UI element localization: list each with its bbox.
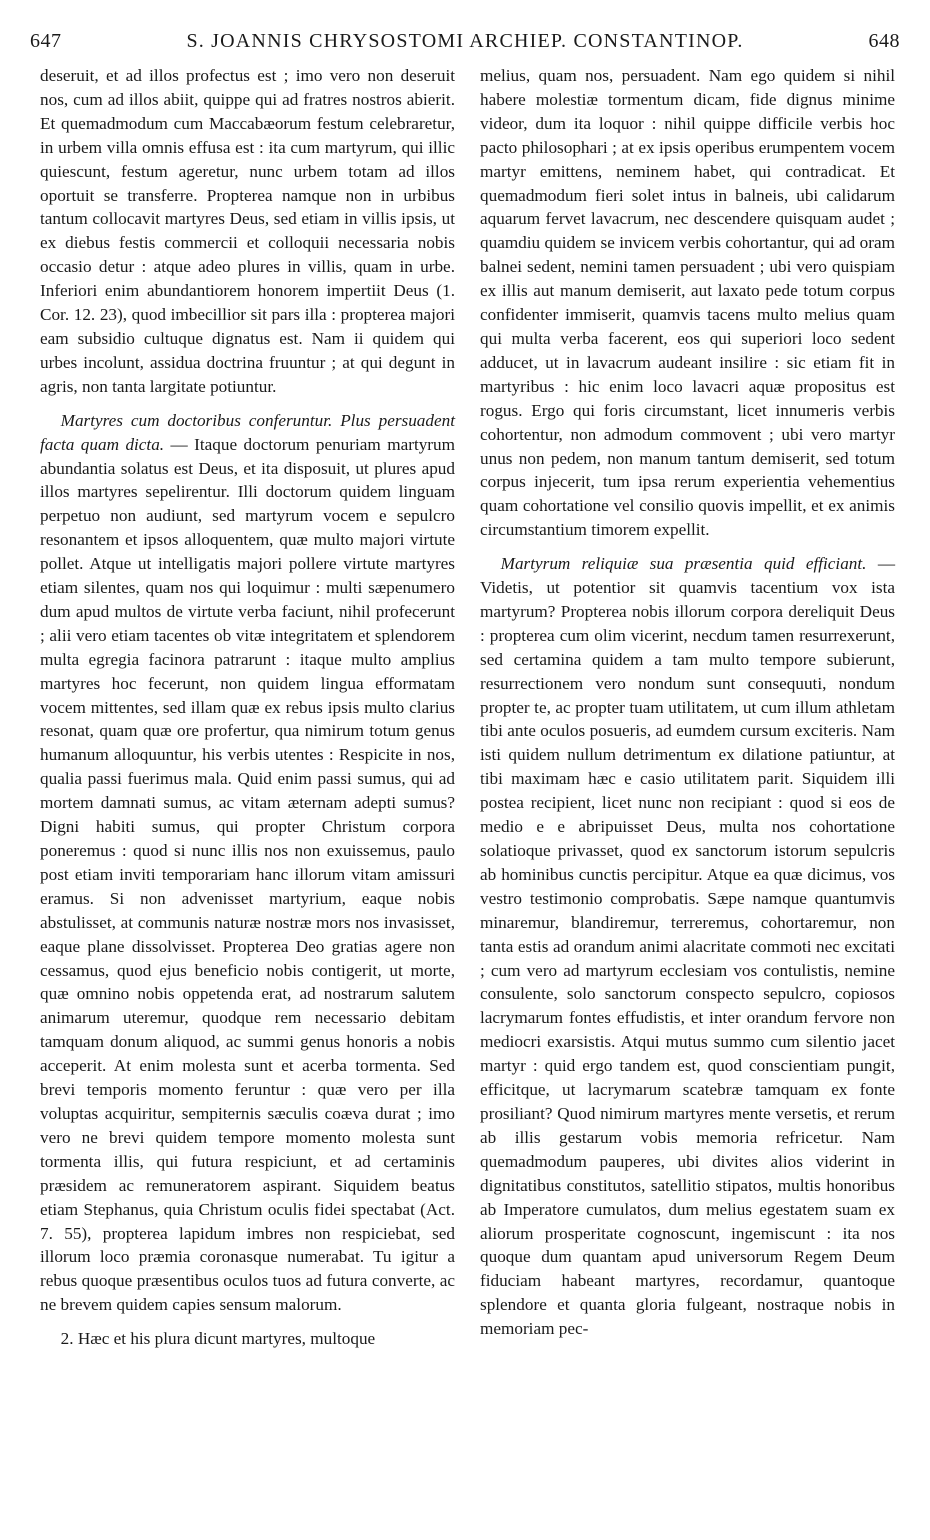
page-header bbox=[30, 30, 900, 60]
page-number-left: 647 bbox=[30, 30, 62, 52]
left-paragraph-2 bbox=[40, 409, 455, 1317]
left-paragraph-2-text: — Itaque doctorum penuriam martyrum abundantia solatus est Deus, et ita disposuit, ut plures apud illos martyres sepelirentur. Illi doctorum quidem linguam perpetuo non audiunt, sed martyrum vocem e sepulcro resonantem et ipsos alloquentem, quæ multo majori virtute pollet. Atque ut intelligatis majori pollere virtute martyres etiam silentes, quam nos qui loquimur : multi sæpenumero dum apud multos de virtute verba faciunt, nihil profecerunt ; alii vero etiam tacentes ob vitæ integritatem et splendorem multa egregia facinora patrarunt : itaque multo amplius martyres hoc fecerunt, non quidem lingua efformatam vocem mittentes, sed illam quæ ex rebus ipsis multo clarius resonat, quam quæ ore profertur, qua nimirum totum genus humanum alloquuntur, his verbis utentes : Respicite in nos, qualia passi fuerimus mala. Quid enim passi sumus, qui ad mortem damnati sumus, ac vitam æternam adepti sumus? Digni habiti sumus, qui propter Christum corpora poneremus : quod si nunc illis nos non exuissemus, paulo post etiam inviti temporariam hanc illorum vitam amissuri eramus. Si non advenisset martyrium, eaque nobis abstulisset, at communis naturæ nostræ mors nos invasisset, eaque plane dissolvisset. Propterea Deo gratias agere non cessamus, quod ejus beneficio nobis contigerit, ut morte, quæ omnino nobis oppetenda erat, ad nostrarum salutem animarum uteremur, quodque rem necessario debitam tamquam donum aliquod, ac summi genus honoris a nobis acceperit. At enim molesta sunt et acerba tormenta. Sed brevi temporis momento feruntur : quæ vero per illa voluptas acquiritur, sempiternis sæculis coæva durat ; imo vero ne brevi quidem tempore momento molesta sunt tormenta illis, qui futura respiciunt, et ad certaminis præsidem ac remuneratorem aspirant. Siquidem beatus etiam Stephanus, quia Christum oculis fidei spectabat (Act. 7. 55), propterea lapidum imbres non respiciebat, sed illorum loco præmia coronasque numerabat. Tu igitur a rebus quoque præsentibus oculos tuos ad futura converte, ac ne brevem quidem capies sensum malorum. bbox=[40, 434, 455, 1315]
page-number-right: 648 bbox=[868, 30, 900, 52]
right-marginal-heading: Martyrum reliquiæ sua præsentia quid efficiant. bbox=[500, 554, 867, 574]
right-paragraph-2-text: — Videtis, ut potentior sit quamvis tacentium vox ista martyrum? Propterea nobis illorum corpora dereliquit Deus : propterea cum olim vicerint, necdum tamen resurrexerunt, sed certamina quidem a tam multo tempore subierunt, resurrectionem vero nondum sunt consequuti, nondum propter te, ac propter tuam utilitatem, ut cum illum athletam tibi ante oculos posueris, ad eumdem cursum exciteris. Nam isti quidem nullum detrimentum ex dilatione patiuntur, at tibi maximam hæc e casio utilitatem parit. Siquidem illi postea recipient, licet nunc non recipiant : quod si eos de medio e e abripuisset Deus, multa nos cohortatione solatioque privasset, quod ex sanctorum istorum sepulcris ab hominibus cunctis percipitur. Atque ea quæ dicimus, vos vestro testimonio comprobatis. Sæpe namque quantumvis minaremur, blandiremur, terreremus, cohortaremur, non tanta estis ad orandum animi alacritate commoti nec excitati ; cum vero ad martyrum ecclesiam vos contulistis, nemine consulente, solo sanctorum conspecto sepulcro, copiosos lacrymarum fontes effudistis, et inter orandum fervore non mediocri exarsistis. Atqui mutus summo cum silentio jacet martyr : quid ergo tandem est, quod conscientiam pungit, efficitque, ut lacrymarum scatebræ tamquam ex fonte prosiliant? Quod nimirum martyres mente versetis, et rerum ab illis gestarum vobis memoria refricetur. Nam quemadmodum pauperes, ubi divites alios viderint in dignitatibus constitutos, satellitio stipatos, multis honoribus ab Imperatore cumulatos, dum melius egestatem suam ex aliorum prosperitate cognoscunt, ingemiscunt : ita nos quoque dum quantam apud universorum Regem Deum fiduciam habeant martyres, recordamur, quantoque splendore et quanta gloria fulgeant, nostraque nobis in memoriam pec- bbox=[480, 554, 895, 1339]
left-column bbox=[40, 64, 455, 1351]
right-column bbox=[480, 64, 895, 1341]
right-paragraph-1: melius, quam nos, persuadent. Nam ego quidem si nihil habere molestiæ tormentum dicam, fide dignus minime videor, dum ita loquor : nihil quippe difficile verbis hoc pacto philosophari ; at ex ipsis operibus erumpentem vocem martyr emittens, neminem habet, qui contradicat. Et quemadmodum fieri solet intus in balneis, ubi calidarum aquarum fervet lavacrum, nec descendere quisquam audet ; quamdiu quidem se invicem verbis cohortantur, qui ad oram balnei sedent, nemini tamen persuadent ; ubi vero quispiam ex illis aut manum demiserit, aut laxato pede totum corpus confidenter immiserit, quamvis tacens multo melius quam qui multa verba facerent, eos qui superiori loco sedent adducet, ut in lavacrum audeant insilire : sic etiam fit in martyribus : hic enim loco lavacri aquæ propositus est rogus. Ergo qui foris circumstant, licet innumeris verbis cohortentur, non admodum commovent ; ubi vero martyr unus non pedem, non manum tantum demiserit, sed totum corpus injecerit, tum ipsa rerum experientia vehementius quam cohortatione vel consilio quovis impellit, et ex animis circumstantium timorem expellit. bbox=[480, 66, 895, 540]
left-paragraph-3: 2. Hæc et his plura dicunt martyres, multoque bbox=[60, 1329, 376, 1349]
running-title: S. JOANNIS CHRYSOSTOMI ARCHIEP. CONSTANTINOP. bbox=[186, 30, 744, 52]
left-marginal-heading: Martyres cum doctoribus conferuntur. Plus persuadent facta quam dicta. bbox=[40, 410, 455, 454]
left-paragraph-1: deseruit, et ad illos profectus est ; imo vero non deseruit nos, cum ad illos abiit, quippe qui ad fratres nostros abierit. Et quemadmodum cum Maccabæorum festum celebraretur, in urbem villa omnis effusa est : ita cum martyrum, qui illic quiescunt, festum ageretur, nunc urbem totam ad illos oportuit se transferre. Propterea namque non in urbibus tantum collocavit martyres Deus, sed etiam in villis ipsis, ut ex diebus festis commercii et colloquii necessaria nobis occasio detur : atque adeo plures in villis, quam in urbe. Inferiori enim abundantiorem honorem impertiit Deus (1. Cor. 12. 23), quod imbecillior sit pars illa : propterea majori eam subsidio cultuque dignatus est. Nam ii quidem qui urbes incolunt, assidua doctrina fruuntur ; at qui degunt in agris, non tanta largitate potiuntur. bbox=[40, 66, 455, 396]
right-paragraph-2 bbox=[480, 552, 895, 1341]
